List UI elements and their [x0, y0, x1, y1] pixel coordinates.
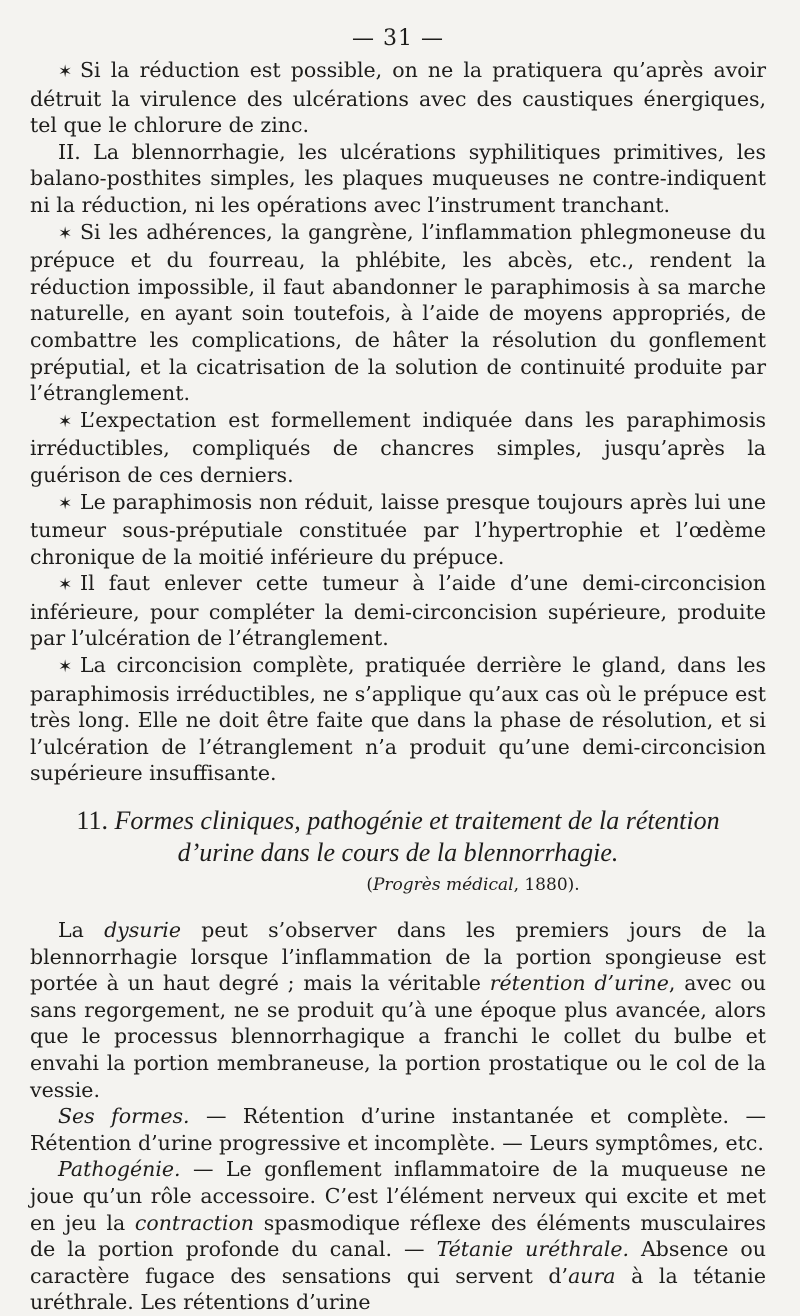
asterisk-icon: ✶ — [58, 223, 73, 244]
source-year: , 1880). — [513, 875, 580, 896]
paragraph-adherences: ✶ Si les adhérences, la gangrène, l’inflammation phlegmoneuse du prépuce et du fourreau, la phlébite, les abcès, etc., rendent la réduction impossible, il faut abandonner le paraphimosis à sa marche naturelle, en ayant soin toutefois, à l’aide de moyens appropriés, de combattre les complications, de hâter la résolution du gonflement préputial, et la cicatrisation de la solution de continuité produite par l’étranglement. — [30, 219, 766, 406]
asterisk-icon: ✶ — [58, 411, 73, 432]
asterisk-icon: ✶ — [58, 657, 73, 678]
paragraph-dysurie: La dysurie peut s’observer dans les premiers jours de la blennorrhagie lorsque l’inflammation de la portion spongieuse est portée à un haut degré ; mais la véritable rétention d’urine, avec ou sans regorgement, ne se produit qu’à une époque plus avancée, alors que le processus blennorrhagique a franchi le collet du bulbe et envahi la portion membraneuse, la portion prostatique ou le col de la vessie. — [30, 918, 766, 1102]
paragraph-enlever-tumeur: ✶ Il faut enlever cette tumeur à l’aide d’une demi-circoncision inférieure, pour compléter la demi-circoncision supérieure, produite par l’ulcération de l’étranglement. — [30, 571, 766, 651]
body-section — [30, 917, 766, 1316]
paragraph-pathogenie: Pathogénie. — Le gonflement inflammatoire de la muqueuse ne joue qu’un rôle accessoire. C’est l’élément nerveux qui excite et met en jeu la contraction spasmodique réflexe des éléments musculaires de la portion profonde du canal. — Tétanie uréthrale. Absence ou caractère fugace des sensations qui servent d’aura à la tétanie uréthrale. Les rétentions d’urine — [30, 1157, 766, 1315]
paragraph-formes: Ses formes. — Rétention d’urine instantanée et complète. — Rétention d’urine progressive et incomplète. — Leurs symptômes, etc. — [30, 1104, 766, 1155]
source-citation: (Progrès médical, 1880). — [366, 875, 580, 896]
section-heading — [30, 805, 766, 869]
paragraph-expectation: ✶ L’expectation est formellement indiquée dans les paraphimosis irréductibles, compliqués de chancres simples, jusqu’après la guérison de ces derniers. — [30, 407, 766, 487]
paragraph-non-reduit: ✶ Le paraphimosis non réduit, laisse presque toujours après lui une tumeur sous-préputiale constituée par l’hypertrophie et l’œdème chronique de la moitié inférieure du prépuce. — [30, 489, 766, 569]
paragraph-circoncision: ✶ La circoncision complète, pratiquée derrière le gland, dans les paraphimosis irréductibles, ne s’applique qu’aux cas où le prépuce est très long. Elle ne doit être faite que dans la phase de résolution, et si l’ulcération de l’étranglement n’a produit qu’une demi-circoncision supérieure insuffisante. — [30, 653, 766, 786]
section-title-line2: d’urine dans le cours de la blennorrhagie. — [177, 838, 619, 868]
section-title-line1: Formes cliniques, pathogénie et traitement de la rétention — [114, 806, 720, 836]
asterisk-icon: ✶ — [58, 493, 73, 514]
page-number: — 31 — — [352, 26, 444, 51]
top-section — [30, 57, 766, 787]
asterisk-icon: ✶ — [58, 62, 73, 82]
paragraph-reduction: ✶ Si la réduction est possible, on ne la pratiquera qu’après avoir détruit la virulence des ulcérations avec des caustiques énergiques, tel que le chlorure de zinc. — [30, 58, 766, 138]
asterisk-icon: ✶ — [58, 575, 73, 596]
paragraph-contre-indications: II. La blennorrhagie, les ulcérations syphilitiques primitives, les balano-posthites simples, les plaques muqueuses ne contre-indiquent ni la réduction, ni les opérations avec l’instrument tranchant. — [30, 139, 766, 217]
section-number: 11. — [76, 806, 108, 836]
source-journal: Progrès médical — [372, 875, 514, 896]
